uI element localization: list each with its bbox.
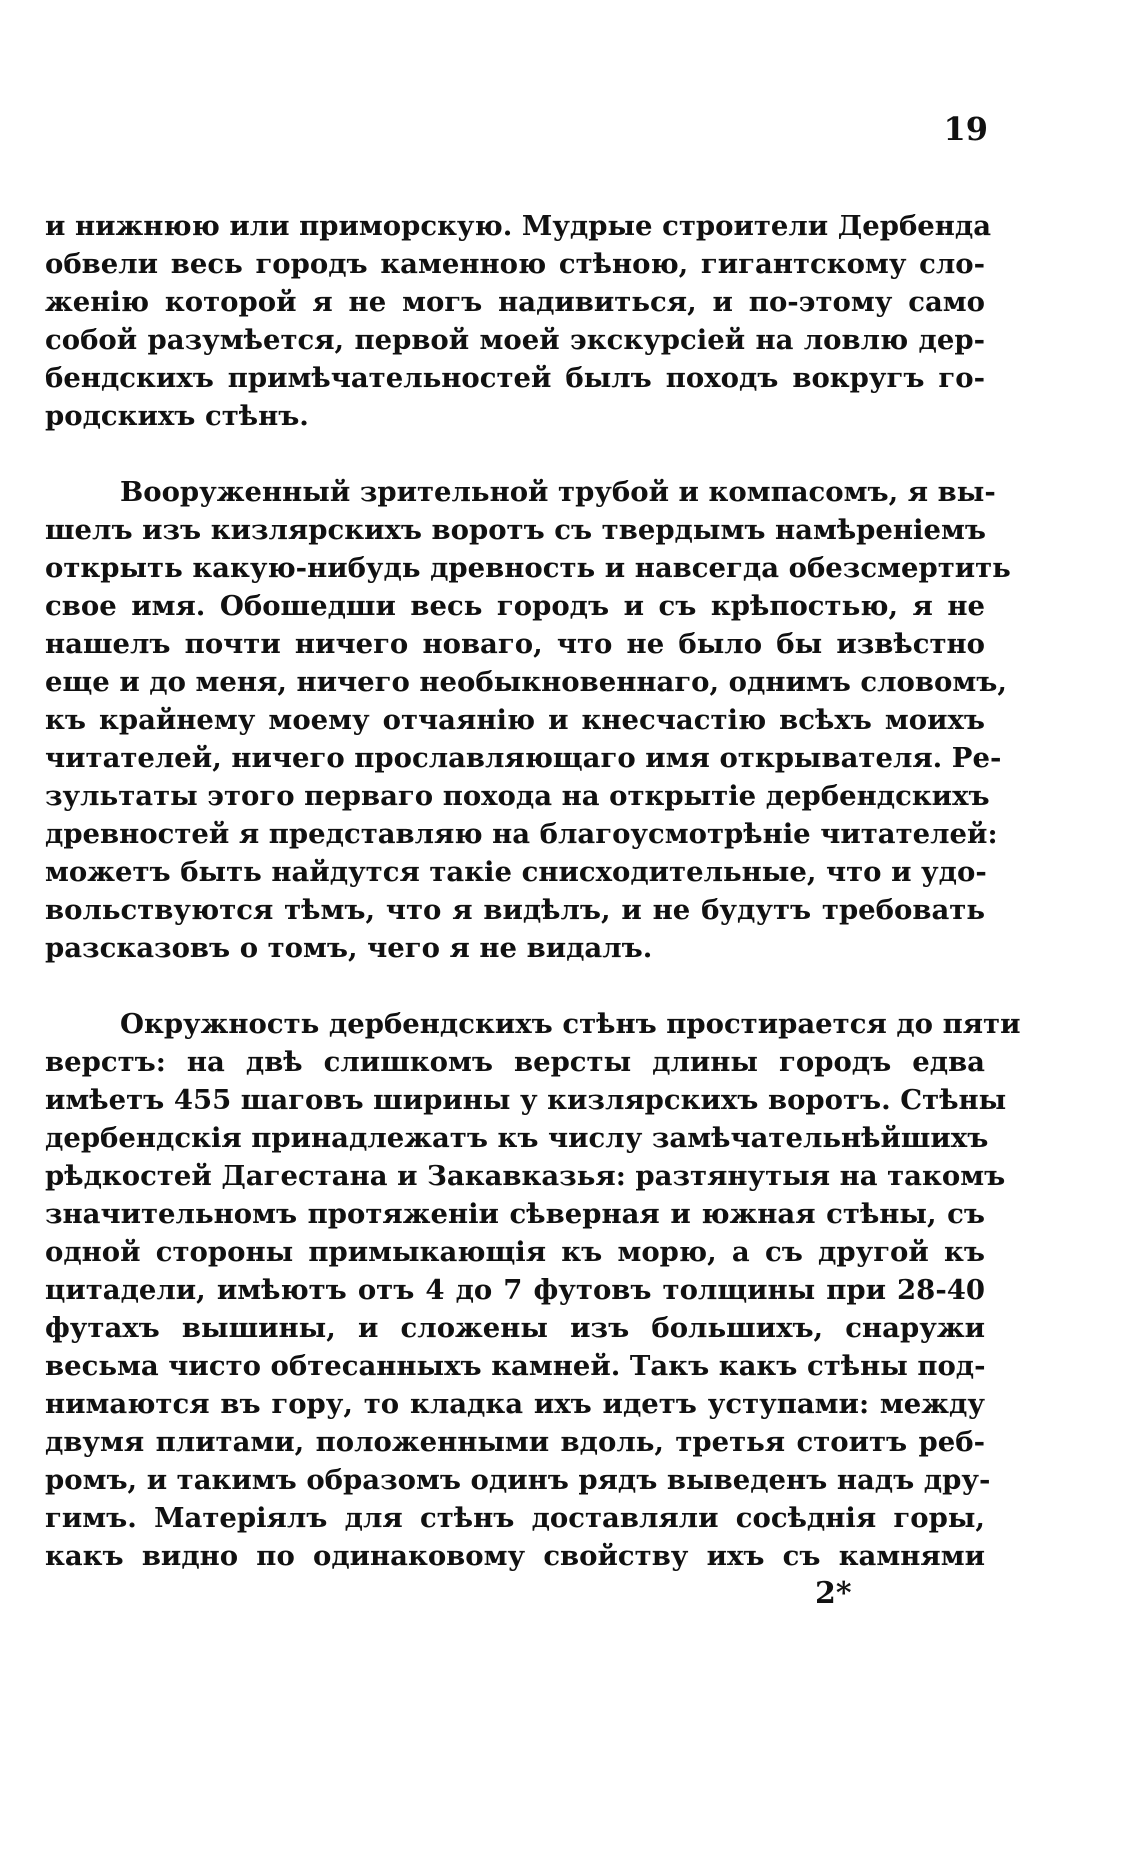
text-line: разсказовъ о томъ, чего я не видалъ. — [45, 932, 653, 964]
text-line: читателей, ничего прославляющаго имя открывателя. Ре- — [45, 742, 1002, 774]
text-line: зультаты этого перваго похода на открытіе дербендскихъ — [45, 780, 990, 812]
text-line: весьма чисто обтесанныхъ камней. Такъ какъ стѣны под- — [45, 1350, 986, 1382]
paragraph-2 — [45, 473, 1011, 967]
text-line: и нижнюю или приморскую. Мудрые строители Дербенда — [45, 210, 992, 242]
text-line: къ крайнему моему отчаянію и кнесчастію всѣхъ моихъ — [45, 704, 985, 736]
text-line: можетъ быть найдутся такіе снисходительные, что и удо- — [45, 856, 987, 888]
text-line: женію которой я не могъ надивиться, и по-этому само — [45, 286, 985, 318]
text-line: ромъ, и такимъ образомъ одинъ рядъ выведенъ надъ дру- — [45, 1464, 991, 1496]
text-line: еще и до меня, ничего необыкновеннаго, однимъ словомъ, — [45, 666, 1007, 698]
text-line: имѣетъ 455 шаговъ ширины у кизлярскихъ воротъ. Стѣны — [45, 1084, 1007, 1116]
text-line: двумя плитами, положенными вдоль, третья стоитъ реб- — [45, 1426, 985, 1458]
text-line: Вооруженный зрительной трубой и компасомъ, я вы- — [120, 476, 996, 508]
text-line: открыть какую-нибудь древность и навсегда обезсмертить — [45, 552, 1011, 584]
text-line: бендскихъ примѣчательностей былъ походъ вокругъ го- — [45, 362, 985, 394]
text-line: вольствуются тѣмъ, что я видѣлъ, и не будутъ требовать — [45, 894, 985, 926]
text-line: какъ видно по одинаковому свойству ихъ съ камнями — [45, 1540, 985, 1572]
text-line: обвели весь городъ каменною стѣною, гигантскому сло- — [45, 248, 985, 280]
page-number: 19 — [943, 110, 988, 148]
text-line: нашелъ почти ничего новаго, что не было бы извѣстно — [45, 628, 985, 660]
signature-mark: 2* — [815, 1576, 852, 1611]
paragraph-1 — [45, 207, 992, 435]
text-line: одной стороны примыкающія къ морю, а съ другой къ — [45, 1236, 985, 1268]
text-line: древностей я представляю на благоусмотрѣніе читателей: — [45, 818, 998, 850]
text-line: Окружность дербендскихъ стѣнъ простирается до пяти — [120, 1008, 1021, 1040]
text-line: значительномъ протяженіи сѣверная и южная стѣны, съ — [45, 1198, 985, 1230]
text-line: нимаются въ гору, то кладка ихъ идетъ уступами: между — [45, 1388, 985, 1420]
text-line: цитадели, имѣютъ отъ 4 до 7 футовъ толщины при 28-40 — [45, 1274, 985, 1306]
text-line: дербендскія принадлежатъ къ числу замѣчательнѣйшихъ — [45, 1122, 989, 1154]
paragraph-3 — [45, 1005, 1021, 1575]
text-line: свое имя. Обошедши весь городъ и съ крѣпостью, я не — [45, 590, 985, 622]
text-line: шелъ изъ кизлярскихъ воротъ съ твердымъ намѣреніемъ — [45, 514, 986, 546]
text-line: рѣдкостей Дагестана и Закавказья: разтянутыя на такомъ — [45, 1160, 1006, 1192]
text-line: родскихъ стѣнъ. — [45, 400, 309, 432]
text-line: гимъ. Матеріялъ для стѣнъ доставляли сосѣднія горы, — [45, 1502, 985, 1534]
text-line: собой разумѣется, первой моей экскурсіей на ловлю дер- — [45, 324, 985, 356]
text-line: верстъ: на двѣ слишкомъ версты длины городъ едва — [45, 1046, 985, 1078]
text-line: футахъ вышины, и сложены изъ большихъ, снаружи — [45, 1312, 985, 1344]
